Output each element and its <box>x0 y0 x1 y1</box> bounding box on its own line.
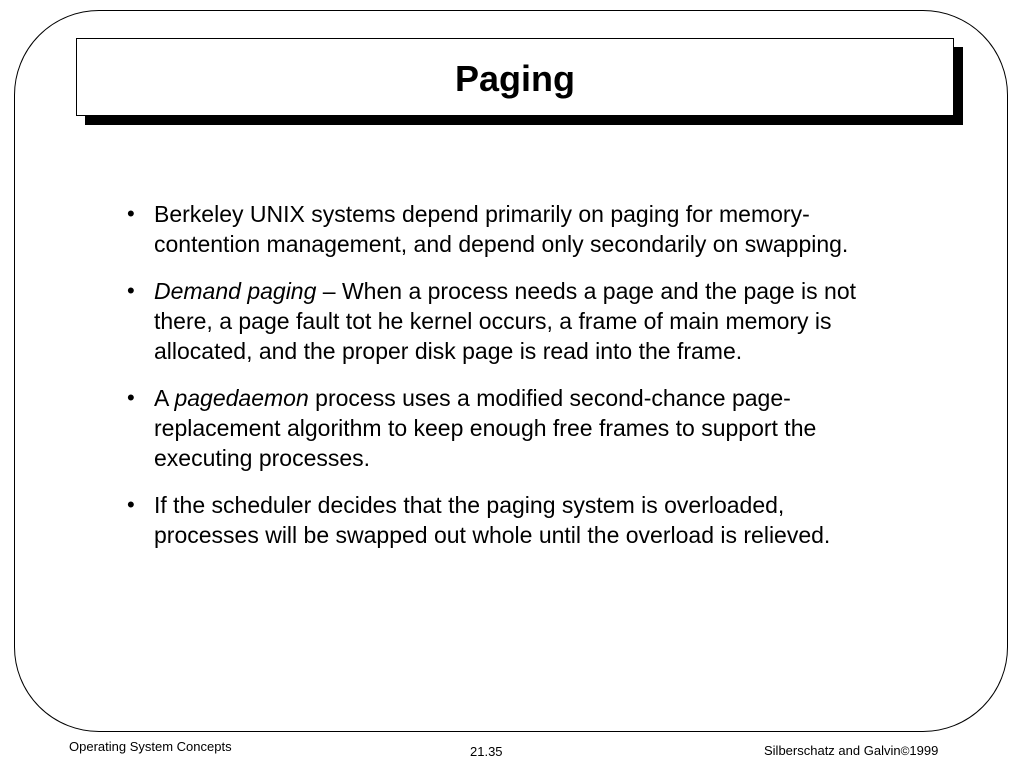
bullet-item <box>127 276 887 366</box>
bullet-prefix: A <box>154 385 175 411</box>
copyright-icon: © <box>900 744 910 758</box>
bullet-list <box>127 199 887 567</box>
bullet-icon: • <box>127 201 135 226</box>
bullet-term: Demand paging <box>154 278 317 304</box>
bullet-icon: • <box>127 492 135 517</box>
bullet-text: process uses a modified second-chance page-replacement algorithm to keep enough free frames to support the executing processes. <box>154 385 817 471</box>
bullet-icon: • <box>127 278 135 303</box>
bullet-text: If the scheduler decides that the paging system is overloaded, processes will be swapped out whole until the overload is relieved. <box>154 492 831 548</box>
slide-title: Paging <box>454 58 575 99</box>
footer-course: Operating System Concepts <box>69 739 232 754</box>
footer-year: 1999 <box>909 743 939 758</box>
bullet-icon: • <box>127 385 135 410</box>
footer-copyright <box>764 743 938 759</box>
footer-authors: Silberschatz and Galvin <box>764 743 901 758</box>
bullet-item <box>127 383 887 473</box>
bullet-text: – When a process needs a page and the page is not there, a page fault tot he kernel occurs, a frame of main memory is allocated, and the proper disk page is read into the frame. <box>154 278 857 364</box>
bullet-term: pagedaemon <box>174 385 309 411</box>
bullet-item <box>127 490 887 550</box>
bullet-text: Berkeley UNIX systems depend primarily on paging for memory-contention management, and depend only secondarily on swapping. <box>154 201 849 257</box>
title-box <box>76 38 954 116</box>
footer-page-number: 21.35 <box>470 744 503 759</box>
bullet-item <box>127 199 887 259</box>
